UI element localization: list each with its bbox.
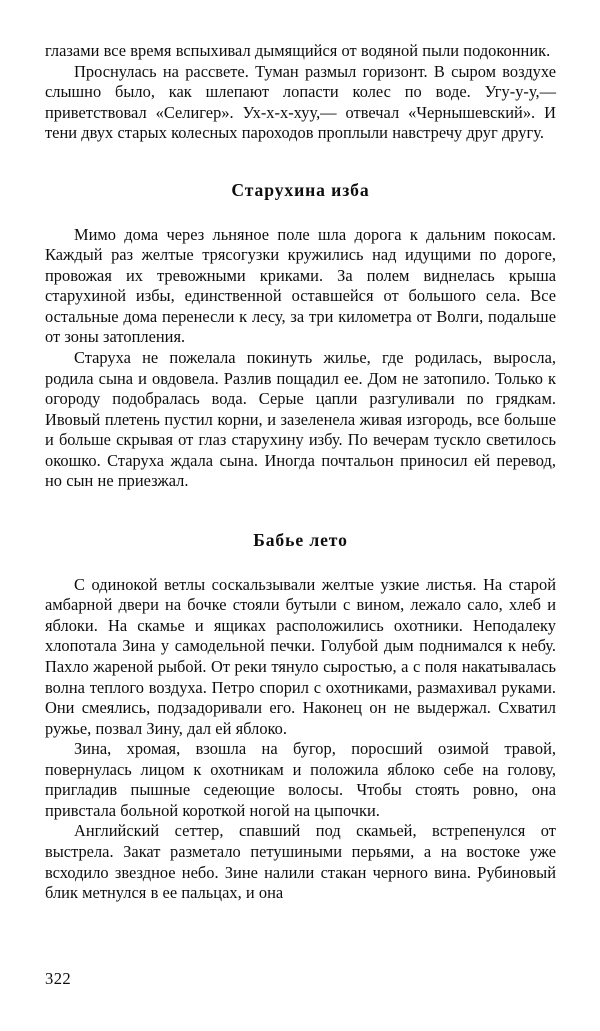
paragraph: Зина, хромая, взошла на бугор, поросший озимой травой, повернулась лицом к охотникам и положила яблоко себе на голову, пригладив пышные седеющие волосы. Чтобы стоять ровно, она привстала больной короткой ногой на цыпочки.: [45, 739, 556, 820]
heading-spacer: [45, 551, 556, 575]
paragraph: Мимо дома через льняное поле шла дорога к дальним покосам. Каждый раз желтые трясогузки кружились над идущими по дороге, провожая их тревожными криками. За полем виднелась крыша старухиной избы, единственной оставшейся от большого села. Все остальные дома перенесли к лесу, за три километра от Волги, подальше от зоны затопления.: [45, 224, 556, 347]
paragraph: Старуха не пожелала покинуть жилье, где родилась, выросла, родила сына и овдовела. Разлив пощадил ее. Дом не затопило. Только к огороду подобралась вода. Серые цапли разгуливали по грядкам. Ивовый плетень пустил корни, и зазеленела живая изгородь, все больше и больше скрывая от глаз старухину избу. По вечерам тускло светилось окошко. Старуха ждала сына. Иногда почтальон приносил ей перевод, но сын не приезжал.: [45, 348, 556, 491]
paragraph: Английский сеттер, спавший под скамьей, встрепенулся от выстрела. Закат разметало петушиными перьями, а на востоке уже всходило звездное небо. Зине налили стакан черного вина. Рубиновый блик метнулся в ее пальцах, и она: [45, 821, 556, 903]
section-heading-babye-leto: Бабье лето: [253, 529, 348, 550]
heading-spacer: [45, 492, 556, 530]
paragraph: Проснулась на рассвете. Туман размыл горизонт. В сыром воздухе слышно было, как шлепают лопасти колес по воде. Угу-у-у,— приветствовал «Селигер». Ух-х-х-хуу,— отвечал «Чернышевский». И тени двух старых колесных пароходов проплыли навстречу друг другу.: [45, 61, 556, 143]
paragraph: С одинокой ветлы соскальзывали желтые узкие листья. На старой амбарной двери на бочке стояли бутыли с вином, лежало сало, хлеб и яблоки. На скамье и ящиках расположились охотники. Неподалеку хлопотала Зина у самодельной печки. Голубой дым поднимался к небу. Пахло жареной рыбой. От реки тянуло сыростью, а с поля накатывалась волна теплого воздуха. Петро спорил с охотниками, размахивал руками. Они смеялись, подзадоривали его. Наконец он не выдержал. Схватил ружье, позвал Зину, дал ей яблоко.: [45, 574, 556, 738]
heading-spacer: [45, 201, 556, 225]
page-number: 322: [45, 969, 72, 988]
heading-spacer: [45, 144, 556, 180]
paragraph: глазами все время вспыхивал дымящийся от водяной пыли подоконник.: [45, 41, 551, 60]
text-column: [45, 41, 556, 904]
section-heading-starukhina-izba: Старухина изба: [231, 179, 370, 200]
